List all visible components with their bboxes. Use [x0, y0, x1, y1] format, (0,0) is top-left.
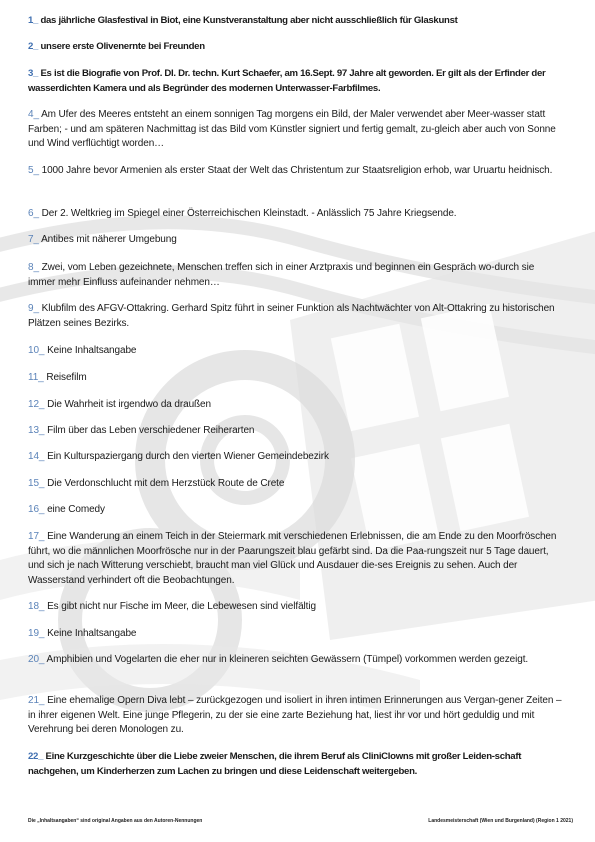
entry-10: [28, 344, 136, 359]
entry-text: Eine Kurzgeschichte über die Liebe zweier Menschen, die ihrem Beruf als CliniClowns mit großer Leiden-schaft nachgehen, um Kinderherzen zum Lachen zu bringen und diese Leidenschaft weitergeben.: [28, 751, 522, 777]
entry-14: [28, 450, 329, 465]
entry-15: [28, 477, 284, 492]
entry-number: 5_: [28, 165, 39, 176]
footer-note: Die „Inhaltsangaben“ sind original Angaben aus den Autoren-Nennungen: [28, 818, 203, 824]
entry-17: [28, 530, 563, 588]
entry-number: 3_: [28, 68, 39, 79]
entry-11: [28, 371, 87, 386]
entry-16: [28, 503, 105, 518]
entry-text: Eine Wanderung an einem Teich in der Steiermark mit verschiedenen Erlebnissen, die am Ende zu den Moorfröschen führt, wo die männlichen Moorfrösche nur in der Paarungszeit blau gefärbt sind. Da die Paa-rungszeit nur 5 Tage dauert, und sich je nach Witterung verschiebt, braucht man viel Glück und Ausdauer die-ses Ereignis zu sehen. Auch der Wasserstand verhindert oft die Beobachtungen.: [28, 531, 557, 586]
entry-number: 4_: [28, 109, 39, 120]
entry-number: 21_: [28, 695, 45, 706]
entry-18: [28, 600, 316, 615]
entry-number: 16_: [28, 504, 45, 515]
entry-number: 17_: [28, 531, 45, 542]
entry-number: 8_: [28, 262, 39, 273]
entry-text: Amphibien und Vogelarten die eher nur in kleineren seichten Gewässern (Tümpel) vorkommen werden gezeigt.: [46, 654, 529, 665]
entry-3: [28, 67, 563, 96]
entry-text: Die Verdonschlucht mit dem Herzstück Route de Crete: [47, 478, 285, 489]
entry-19: [28, 627, 136, 642]
entry-5: [28, 164, 552, 179]
entry-2: [28, 40, 205, 55]
entry-number: 9_: [28, 303, 39, 314]
entry-text: Klubfilm des AFGV-Ottakring. Gerhard Spitz führt in seiner Funktion als Nachtwächter von Alt-Ottakring zu historischen Plätzen seines Bezirks.: [28, 303, 555, 329]
entry-number: 20_: [28, 654, 45, 665]
entry-text: Keine Inhaltsangabe: [47, 628, 137, 639]
entry-text: eine Comedy: [47, 504, 105, 515]
entry-text: Keine Inhaltsangabe: [47, 345, 137, 356]
entry-4: [28, 108, 563, 152]
entry-text: Reisefilm: [46, 372, 87, 383]
entry-number: 18_: [28, 601, 45, 612]
entry-text: Es ist die Biografie von Prof. DI. Dr. techn. Kurt Schaefer, am 16.Sept. 97 Jahre alt geworden. Er gilt als der Erfinder der wasserdichten Kamera und als Begründer des modernen Unterwasser-Farbfilmes.: [28, 68, 546, 94]
entry-22: [28, 750, 563, 779]
entry-text: Film über das Leben verschiedener Reiherarten: [47, 425, 255, 436]
entry-text: Antibes mit näherer Umgebung: [41, 234, 177, 245]
entry-text: Ein Kulturspaziergang durch den vierten Wiener Gemeindebezirk: [47, 451, 329, 462]
entry-number: 10_: [28, 345, 45, 356]
entry-12: [28, 398, 211, 413]
entry-6: [28, 207, 457, 222]
entry-7: [28, 233, 177, 248]
entry-text: 1000 Jahre bevor Armenien als erster Staat der Welt das Christentum zur Staatsreligion erhob, war Uruartu heidnisch.: [41, 165, 553, 176]
entry-number: 11_: [28, 372, 44, 383]
entry-number: 22_: [28, 751, 44, 762]
entry-number: 12_: [28, 399, 45, 410]
entry-number: 15_: [28, 478, 45, 489]
entry-number: 14_: [28, 451, 45, 462]
entry-number: 13_: [28, 425, 45, 436]
entry-number: 7_: [28, 234, 39, 245]
footer-event: Landesmeisterschaft (Wien und Burgenland) (Region 1 2021): [428, 818, 573, 824]
entry-text: Es gibt nicht nur Fische im Meer, die Lebewesen sind vielfältig: [47, 601, 316, 612]
entry-text: Am Ufer des Meeres entsteht an einem sonnigen Tag morgens ein Bild, der Maler verwendet aber Meer-wasser statt Farben; - und am späteren Nachmittag ist das Bild vom Künstler signiert und fertig gemalt, zu-gleich aber auch von Sonne und Wind verflüchtigt worden…: [28, 109, 556, 149]
entry-text: unsere erste Olivenernte bei Freunden: [40, 41, 205, 52]
entry-number: 2_: [28, 41, 39, 52]
entry-text: Der 2. Weltkrieg im Spiegel einer Österreichischen Kleinstadt. - Anlässlich 75 Jahre Kriegsende.: [41, 208, 457, 219]
entry-text: das jährliche Glasfestival in Biot, eine Kunstveranstaltung aber nicht ausschließlich für Glaskunst: [40, 15, 458, 26]
entry-1: [28, 14, 458, 29]
entry-13: [28, 424, 254, 439]
entry-text: Zwei, vom Leben gezeichnete, Menschen treffen sich in einer Arztpraxis und beginnen ein Gespräch wo-durch sie immer mehr Einfluss aufeinander nehmen…: [28, 262, 535, 288]
entry-number: 19_: [28, 628, 45, 639]
entry-text: Eine ehemalige Opern Diva lebt – zurückgezogen und isoliert in ihren intimen Erinnerungen aus Vergan-gener Zeiten – in ihrer eigenen Welt. Eine junge Pflegerin, zu der sie eine zarte Beziehung hat, liest ihr vor und hört geduldig und mit Verehrung bei deren Monologen zu.: [28, 695, 562, 735]
entry-number: 1_: [28, 15, 39, 26]
entry-text: Die Wahrheit ist irgendwo da draußen: [47, 399, 211, 410]
entry-8: [28, 261, 563, 290]
entry-9: [28, 302, 563, 331]
entry-20: [28, 653, 528, 668]
entry-number: 6_: [28, 208, 39, 219]
entry-21: [28, 694, 563, 738]
